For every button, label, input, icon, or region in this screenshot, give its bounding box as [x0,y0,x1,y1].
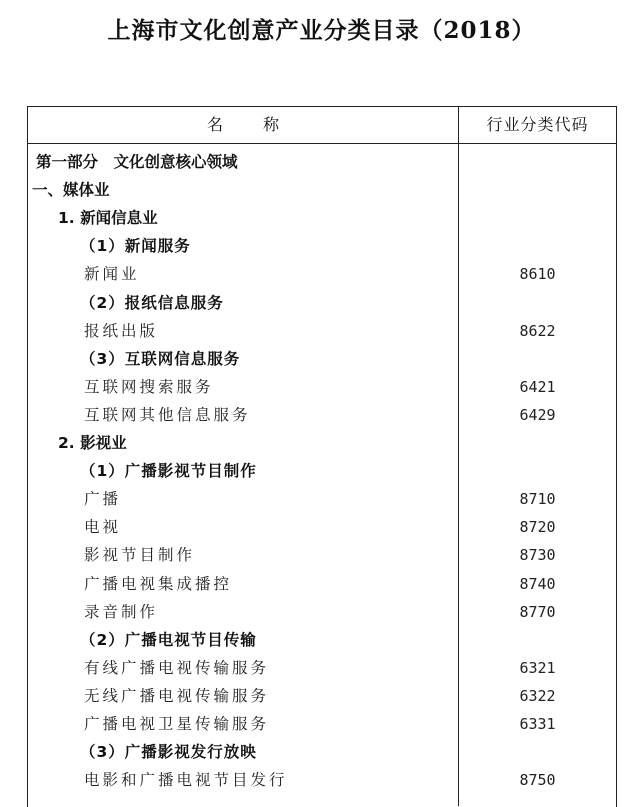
table-row [28,148,614,176]
table-row [28,654,614,682]
table-row [28,570,614,598]
row-name: 电影和广播电视节目发行 [84,771,288,790]
table-row [28,204,614,232]
row-name: 广播电视集成播控 [84,574,233,593]
row-name: 2. 影视业 [58,434,127,452]
row-name: （3）广播影视发行放映 [80,743,257,762]
row-name: 新闻业 [84,265,140,284]
row-name: 互联网其他信息服务 [84,405,251,424]
row-code: 8750 [519,771,556,790]
row-code: 8770 [519,602,556,621]
table-row [28,598,614,626]
row-name: 广播 [84,490,122,509]
row-code: 8710 [519,490,556,509]
table-row [28,541,614,569]
row-code: 8720 [519,518,556,537]
row-code: 6331 [519,715,556,733]
header-divider [27,143,617,144]
row-name: 无线广播电视传输服务 [84,686,270,705]
row-name: （2）广播电视节目传输 [80,630,257,649]
table-row [28,513,614,541]
row-name: 报纸出版 [84,321,159,340]
row-name: 电视 [84,518,122,537]
row-name: 广播电视卫星传输服务 [84,715,270,733]
row-name: 影视节目制作 [84,546,196,565]
table-row [28,738,614,766]
table-row [28,682,614,710]
row-name: （2）报纸信息服务 [80,293,224,312]
table-row [28,373,614,401]
row-code: 8622 [519,321,556,340]
row-name: （3）互联网信息服务 [80,349,241,368]
table-row [28,232,614,260]
row-name: 有线广播电视传输服务 [84,658,270,677]
header-code: 行业分类代码 [486,115,589,134]
row-name: 第一部分 文化创意核心领域 [36,153,238,171]
row-name: （1）新闻服务 [80,237,191,256]
row-code: 6322 [519,686,556,705]
row-name: 互联网搜索服务 [84,377,214,396]
row-code: 6429 [519,405,556,424]
row-code: 8610 [519,265,556,284]
row-name: 录音制作 [84,602,159,621]
header-name: 名称 [206,115,319,134]
row-name: 1. 新闻信息业 [58,209,158,228]
row-code: 8730 [519,546,556,565]
table-row [28,176,614,204]
document-title: 上海市文化创意产业分类目录（2018） [107,17,536,44]
table-row [28,289,614,317]
table-row [28,260,614,288]
table-row [28,626,614,654]
table-row [28,485,614,513]
row-name: 一、媒体业 [32,181,110,200]
row-code: 6421 [519,377,556,396]
row-code: 6321 [519,658,556,677]
row-code: 8740 [519,574,556,593]
table-row [28,429,614,457]
table-row [28,317,614,345]
table-row [28,457,614,485]
table-row [28,766,614,794]
table-row [28,345,614,373]
table-row [28,401,614,429]
table-row [28,710,614,738]
row-name: （1）广播影视节目制作 [80,462,257,481]
